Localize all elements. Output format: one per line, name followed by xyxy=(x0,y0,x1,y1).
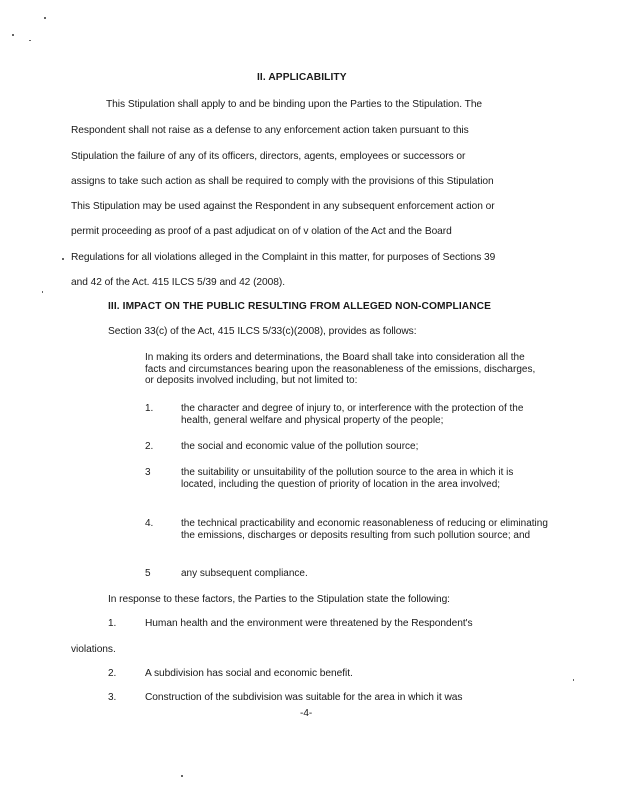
paragraph-line: This Stipulation shall apply to and be binding upon the Parties to the Stipulation. The xyxy=(106,99,483,110)
scan-speck xyxy=(42,291,43,293)
response-continuation: violations. xyxy=(71,644,116,655)
factor-text: any subsequent compliance. xyxy=(181,568,308,579)
factor-text: the social and economic value of the pollution source; xyxy=(181,441,419,452)
section-intro: Section 33(c) of the Act, 415 ILCS 5/33(c)(2008), provides as follows: xyxy=(108,326,417,337)
factor-text: the character and degree of injury to, or interference with the protection of the health, general welfare and physical property of the people; xyxy=(181,403,524,426)
factor-number: 1. xyxy=(145,403,154,414)
scan-speck xyxy=(44,17,46,19)
factor-number: 2. xyxy=(145,441,154,452)
response-text: Construction of the subdivision was suitable for the area in which it was xyxy=(145,692,463,703)
factor-text: the technical practicability and economic reasonableness of reducing or eliminating the emissions, discharges or deposits resulting from such pollution source; and xyxy=(181,518,548,541)
page-number: -4- xyxy=(300,708,313,719)
section-heading-impact: III. IMPACT ON THE PUBLIC RESULTING FROM ALLEGED NON-COMPLIANCE xyxy=(108,301,492,312)
scan-speck xyxy=(573,679,574,681)
factor-text: the suitability or unsuitability of the pollution source to the area in which it is located, including the question of priority of location in the area involved; xyxy=(181,467,514,490)
paragraph-line: Stipulation the failure of any of its officers, directors, agents, employees or successors or xyxy=(71,151,466,162)
response-number: 3. xyxy=(108,692,117,703)
response-text: Human health and the environment were threatened by the Respondent's xyxy=(145,618,473,629)
paragraph-line: Regulations for all violations alleged in the Complaint in this matter, for purposes of Sections 39 xyxy=(71,252,496,263)
response-text: A subdivision has social and economic benefit. xyxy=(145,668,353,679)
response-intro: In response to these factors, the Parties to the Stipulation state the following: xyxy=(108,594,450,605)
factor-number: 4. xyxy=(145,518,154,529)
scan-speck xyxy=(181,775,183,777)
scan-speck xyxy=(29,40,31,41)
paragraph-line: Respondent shall not raise as a defense to any enforcement action taken pursuant to this xyxy=(71,125,469,136)
scan-speck xyxy=(12,34,14,36)
section-heading-applicability: II. APPLICABILITY xyxy=(257,72,347,83)
response-number: 1. xyxy=(108,618,117,629)
factor-number: 5 xyxy=(145,568,151,579)
scan-speck xyxy=(62,258,64,260)
paragraph-line: assigns to take such action as shall be required to comply with the provisions of this Stipulation xyxy=(71,176,494,187)
paragraph-line: and 42 of the Act. 415 ILCS 5/39 and 42 (2008). xyxy=(71,277,286,288)
paragraph-line: This Stipulation may be used against the Respondent in any subsequent enforcement action or xyxy=(71,201,495,212)
factor-number: 3 xyxy=(145,467,151,478)
statute-quote: In making its orders and determinations, the Board shall take into consideration all the facts and circumstances bearing upon the reasonableness of the emissions, discharges, or deposits involved including, but not limited to: xyxy=(145,352,536,386)
paragraph-line: permit proceeding as proof of a past adjudicat on of v olation of the Act and the Board xyxy=(71,226,452,237)
response-number: 2. xyxy=(108,668,117,679)
